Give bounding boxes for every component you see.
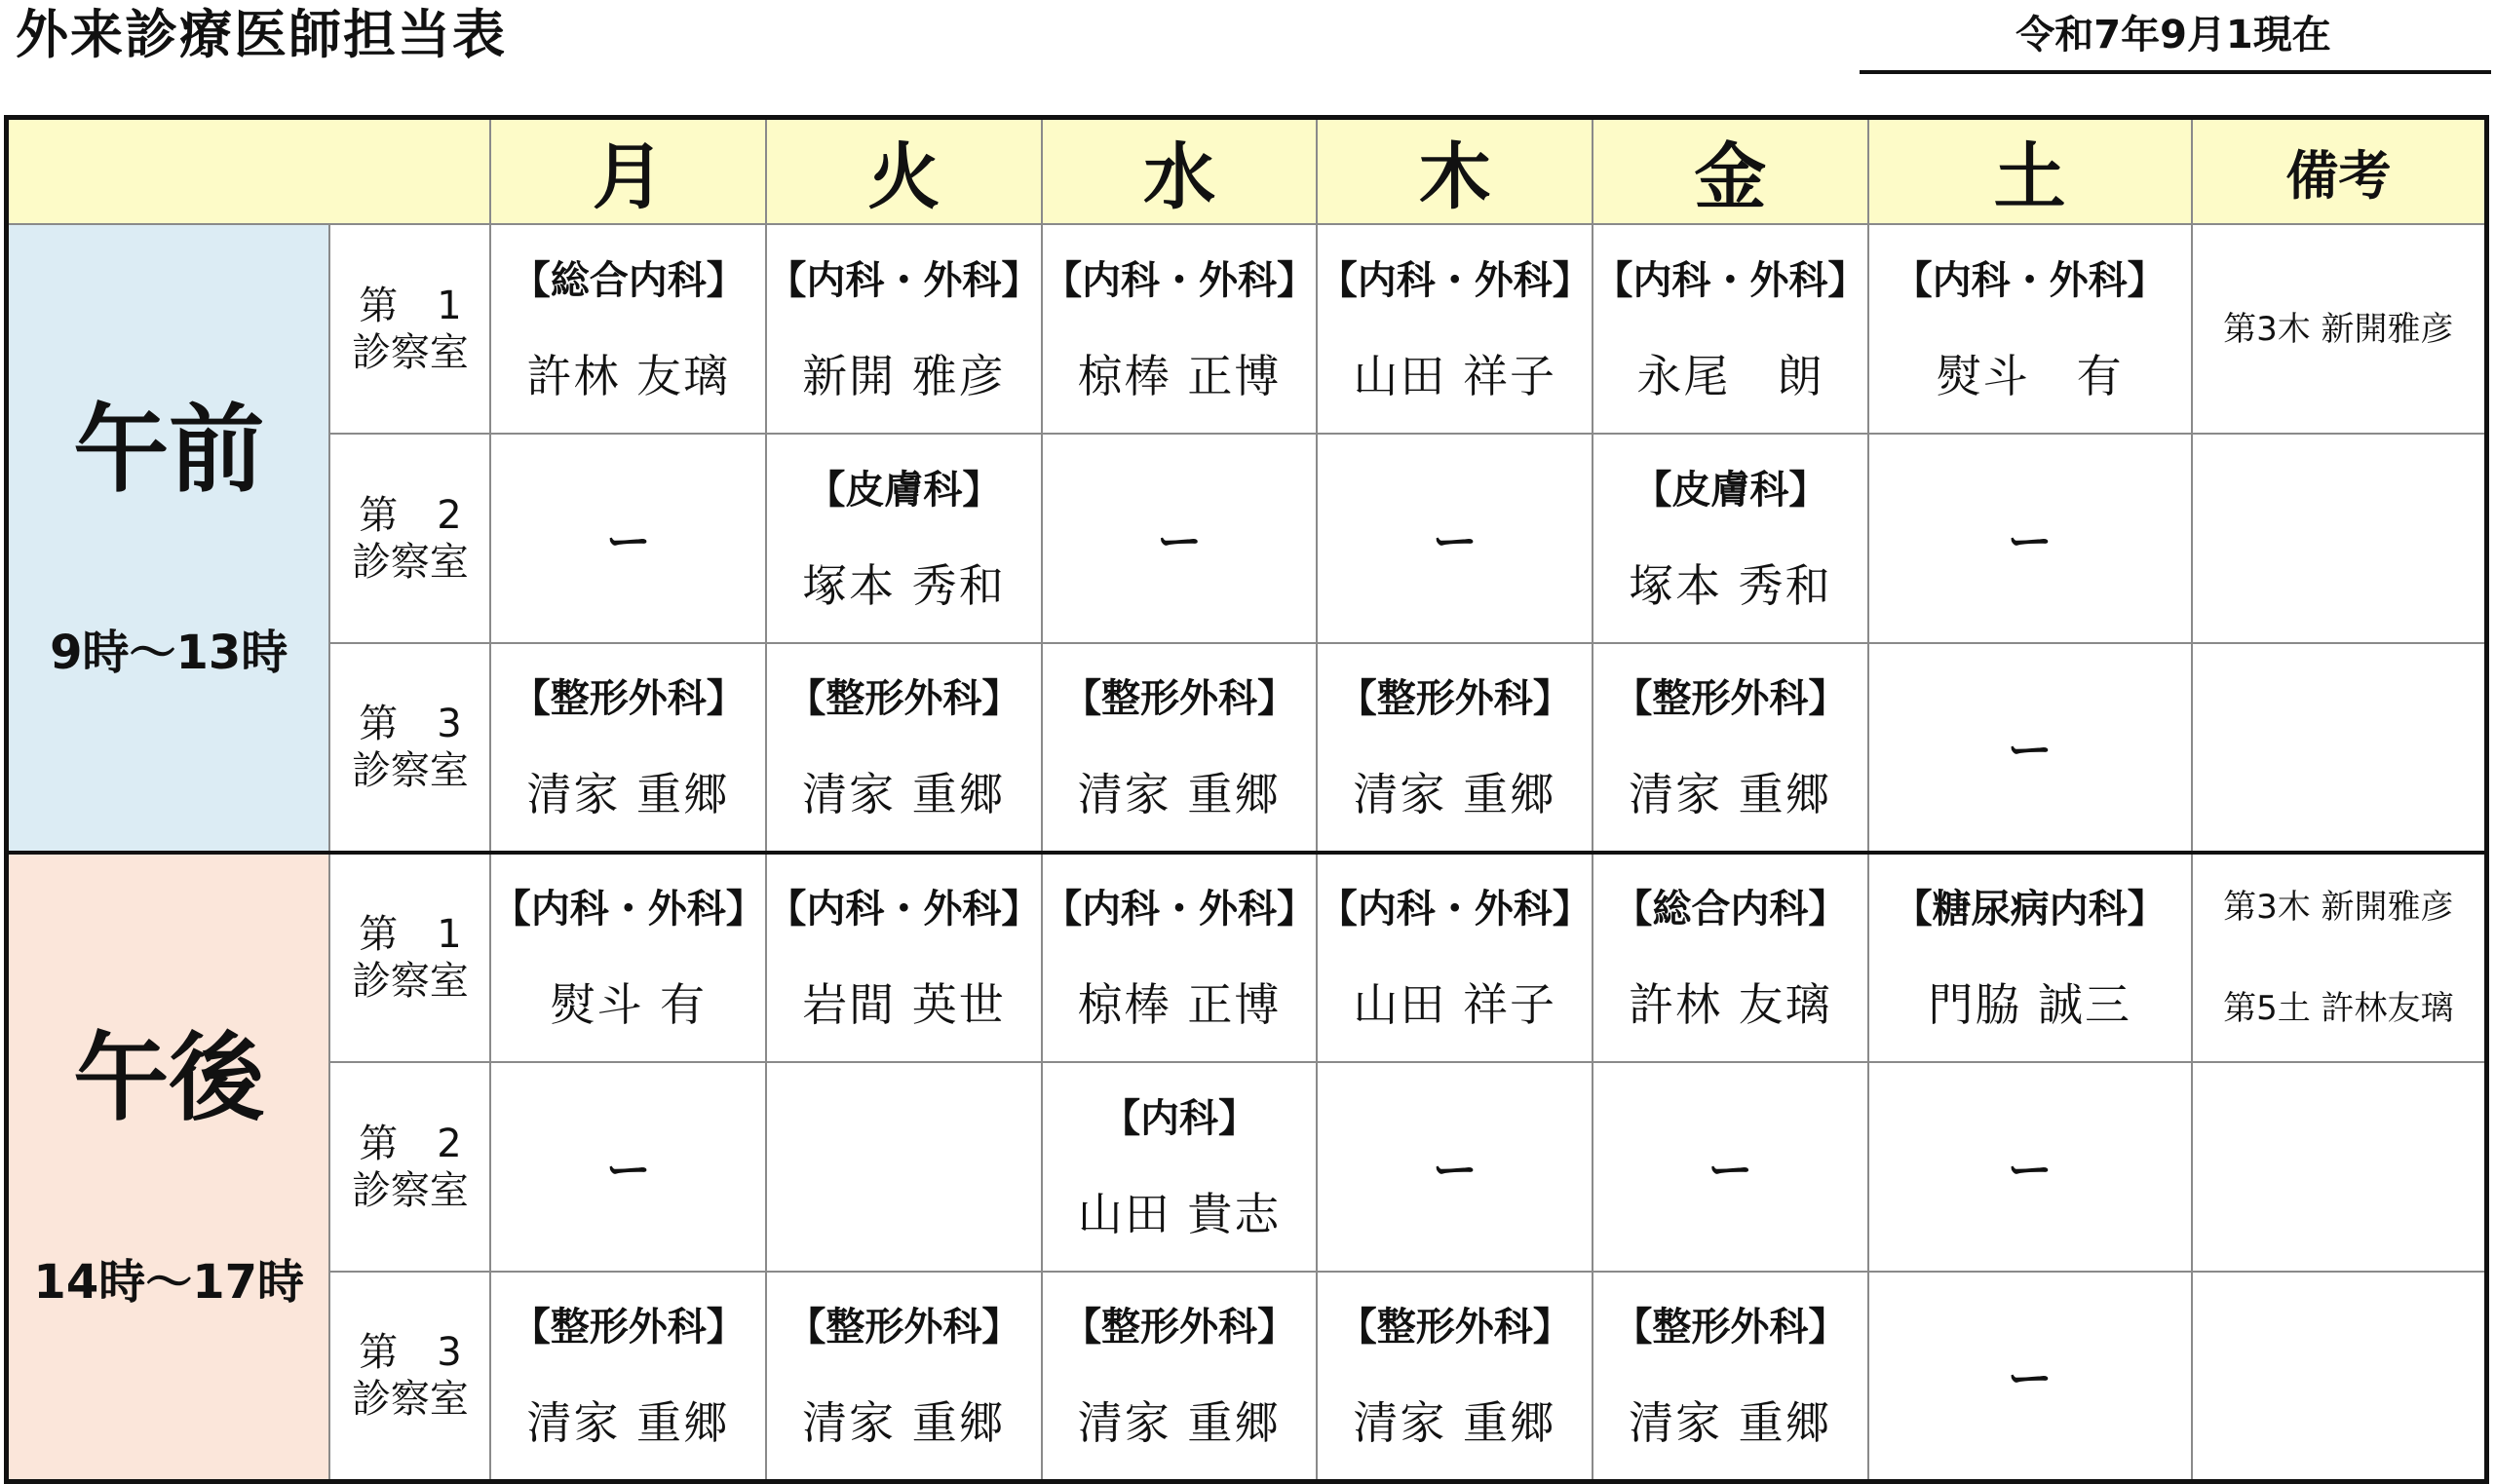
am-room-1-thu-cell	[1317, 224, 1593, 434]
am-room-2-fri-cell	[1593, 434, 1868, 643]
pm-room-1-row	[7, 853, 2487, 1062]
department-label: 【内科・外科】	[1318, 257, 1592, 303]
doctor-name: 山田 祥子	[1353, 349, 1557, 402]
am-period-cell	[7, 224, 330, 853]
no-clinic-dash: ー	[2007, 514, 2053, 568]
department-label: 【整形外科】	[787, 676, 1021, 721]
am-room-2-notes-cell	[2192, 434, 2487, 643]
room-name: 診察室	[351, 329, 469, 375]
room-name: 診察室	[351, 1167, 469, 1213]
am-room-3-row	[7, 643, 2487, 853]
doctor-name: 塚本 秀和	[802, 558, 1006, 612]
department-label: 【内科】	[1101, 1095, 1258, 1141]
day-header-sat: 土	[1868, 118, 2192, 225]
pm-room-2-sat-cell	[1868, 1062, 2192, 1272]
department-label: 【内科・外科】	[767, 887, 1041, 932]
doctor-name: 清家 重郷	[1077, 768, 1282, 820]
room-number: 第 2	[359, 1121, 462, 1166]
doctor-name: 許林 友璃	[1629, 978, 1832, 1031]
note-text: 第3木 新開雅彦	[2223, 309, 2454, 349]
room-number: 第 2	[359, 492, 462, 538]
pm-room-2-thu-cell	[1317, 1062, 1593, 1272]
day-header-tue: 火	[766, 118, 1042, 225]
doctor-name: 熨斗 有	[1936, 349, 2124, 402]
am-room-1-wed-cell	[1042, 224, 1318, 434]
doctor-name: 清家 重郷	[526, 768, 731, 820]
notes-header: 備考	[2192, 118, 2487, 225]
department-label: 【整形外科】	[1613, 676, 1848, 721]
room-number: 第 1	[359, 283, 462, 328]
am-room-1-row	[7, 224, 2487, 434]
doctor-name: 永尾 朗	[1636, 349, 1824, 402]
am-room-2-sat-cell	[1868, 434, 2192, 643]
department-label: 【内科・外科】	[1893, 257, 2167, 303]
as-of-date: 令和7年9月1現在	[2015, 13, 2331, 57]
doctor-name: 清家 重郷	[802, 1395, 1006, 1449]
department-label: 【整形外科】	[787, 1304, 1021, 1350]
pm-period-cell	[7, 853, 330, 1481]
pm-room-3-fri-cell	[1593, 1272, 1868, 1481]
doctor-name: 熨斗 有	[550, 978, 708, 1031]
room-label	[329, 434, 490, 643]
room-label	[329, 853, 490, 1062]
pm-room-3-thu-cell	[1317, 1272, 1593, 1481]
department-label: 【内科・外科】	[1318, 887, 1592, 932]
pm-period-name: 午後	[73, 1022, 265, 1134]
department-label: 【整形外科】	[511, 1304, 746, 1350]
no-clinic-dash: ー	[2007, 724, 2053, 777]
doctor-name: 塚本 秀和	[1629, 558, 1832, 612]
department-label: 【整形外科】	[511, 676, 746, 721]
pm-room-3-mon-cell	[490, 1272, 766, 1481]
pm-period-time: 14時～17時	[33, 1254, 305, 1310]
pm-room-2-fri-cell	[1593, 1062, 1868, 1272]
department-label: 【整形外科】	[1613, 1304, 1848, 1350]
doctor-name: 清家 重郷	[1629, 1395, 1832, 1449]
day-header-fri: 金	[1593, 118, 1868, 225]
department-label: 【皮膚科】	[1632, 467, 1828, 513]
room-label	[329, 643, 490, 853]
day-header-mon: 月	[490, 118, 766, 225]
am-room-1-notes-cell	[2192, 224, 2487, 434]
doctor-name: 山田 貴志	[1077, 1187, 1282, 1240]
room-name: 診察室	[351, 959, 469, 1004]
department-label: 【内科・外科】	[1043, 257, 1317, 303]
pm-room-1-tue-cell	[766, 853, 1042, 1062]
am-room-3-notes-cell	[2192, 643, 2487, 853]
department-label: 【内科・外科】	[491, 887, 765, 932]
doctor-name: 許林 友璃	[526, 349, 731, 402]
doctor-name: 岩間 英世	[802, 978, 1006, 1031]
am-room-1-fri-cell	[1593, 224, 1868, 434]
am-room-2-mon-cell	[490, 434, 766, 643]
no-clinic-dash: ー	[1708, 1143, 1753, 1197]
no-clinic-dash: ー	[605, 514, 651, 568]
room-number: 第 3	[359, 1329, 462, 1375]
department-label: 【整形外科】	[1062, 1304, 1297, 1350]
department-label: 【内科・外科】	[1043, 887, 1317, 932]
pm-room-1-wed-cell	[1042, 853, 1318, 1062]
am-room-2-thu-cell	[1317, 434, 1593, 643]
header-row	[7, 118, 2487, 225]
am-room-2-row	[7, 434, 2487, 643]
department-label: 【皮膚科】	[806, 467, 1002, 513]
pm-room-2-tue-cell	[766, 1062, 1042, 1272]
pm-room-2-mon-cell	[490, 1062, 766, 1272]
room-name: 診察室	[351, 539, 469, 585]
day-header-thu: 木	[1317, 118, 1593, 225]
room-name: 診察室	[351, 748, 469, 793]
department-label: 【内科・外科】	[767, 257, 1041, 303]
doctor-name: 山田 祥子	[1353, 978, 1557, 1031]
room-label	[329, 224, 490, 434]
no-clinic-dash: ー	[2007, 1351, 2053, 1405]
am-room-1-mon-cell	[490, 224, 766, 434]
no-clinic-dash: ー	[1432, 514, 1478, 568]
department-label: 【整形外科】	[1337, 1304, 1572, 1350]
pm-room-1-mon-cell	[490, 853, 766, 1062]
pm-room-2-row	[7, 1062, 2487, 1272]
doctor-name: 椋棒 正博	[1077, 978, 1282, 1031]
as-of-underline	[1860, 70, 2491, 74]
no-clinic-dash: ー	[1432, 1143, 1478, 1197]
pm-room-3-tue-cell	[766, 1272, 1042, 1481]
room-name: 診察室	[351, 1376, 469, 1422]
pm-room-3-sat-cell	[1868, 1272, 2192, 1481]
department-label: 【内科・外科】	[1593, 257, 1867, 303]
doctor-name: 新開 雅彦	[802, 349, 1006, 402]
room-number: 第 3	[359, 702, 462, 746]
department-label: 【総合内科】	[1613, 887, 1848, 932]
doctor-name: 椋棒 正博	[1077, 349, 1282, 402]
pm-room-1-fri-cell	[1593, 853, 1868, 1062]
room-number: 第 1	[359, 912, 462, 957]
pm-room-3-wed-cell	[1042, 1272, 1318, 1481]
note-text: 第3木 新開雅彦	[2223, 888, 2454, 927]
doctor-name: 門脇 誠三	[1928, 978, 2131, 1031]
pm-room-1-notes-cell	[2192, 853, 2487, 1062]
doctor-name: 清家 重郷	[526, 1395, 731, 1449]
no-clinic-dash: ー	[2007, 1143, 2053, 1197]
doctor-name: 清家 重郷	[1353, 1395, 1557, 1449]
am-room-1-tue-cell	[766, 224, 1042, 434]
doctor-name: 清家 重郷	[1629, 768, 1832, 820]
am-room-2-tue-cell	[766, 434, 1042, 643]
no-clinic-dash: ー	[1157, 514, 1203, 568]
pm-room-1-thu-cell	[1317, 853, 1593, 1062]
am-room-3-wed-cell	[1042, 643, 1318, 853]
am-period-time: 9時～13時	[50, 626, 288, 681]
document-title: 外来診療医師担当表	[16, 4, 507, 65]
am-room-3-thu-cell	[1317, 643, 1593, 853]
room-label	[329, 1062, 490, 1272]
am-room-3-tue-cell	[766, 643, 1042, 853]
pm-room-2-notes-cell	[2192, 1062, 2487, 1272]
room-label	[329, 1272, 490, 1481]
am-period-name: 午前	[73, 394, 265, 506]
am-room-2-wed-cell	[1042, 434, 1318, 643]
schedule-table	[4, 115, 2489, 1484]
pm-room-2-wed-cell	[1042, 1062, 1318, 1272]
schedule-body	[7, 224, 2487, 1481]
pm-room-3-row	[7, 1272, 2487, 1481]
department-label: 【整形外科】	[1062, 676, 1297, 721]
doctor-name: 清家 重郷	[1353, 768, 1557, 820]
am-room-3-fri-cell	[1593, 643, 1868, 853]
note-text: 第5土 許林友璃	[2223, 989, 2454, 1028]
header-corner	[7, 118, 491, 225]
am-room-3-mon-cell	[490, 643, 766, 853]
am-room-3-sat-cell	[1868, 643, 2192, 853]
doctor-name: 清家 重郷	[1077, 1395, 1282, 1449]
doctor-name: 清家 重郷	[802, 768, 1006, 820]
pm-room-3-notes-cell	[2192, 1272, 2487, 1481]
am-room-1-sat-cell	[1868, 224, 2192, 434]
department-label: 【整形外科】	[1337, 676, 1572, 721]
pm-room-1-sat-cell	[1868, 853, 2192, 1062]
department-label: 【糖尿病内科】	[1893, 887, 2167, 932]
day-header-wed: 水	[1042, 118, 1318, 225]
department-label: 【総合内科】	[511, 257, 746, 303]
no-clinic-dash: ー	[605, 1143, 651, 1197]
